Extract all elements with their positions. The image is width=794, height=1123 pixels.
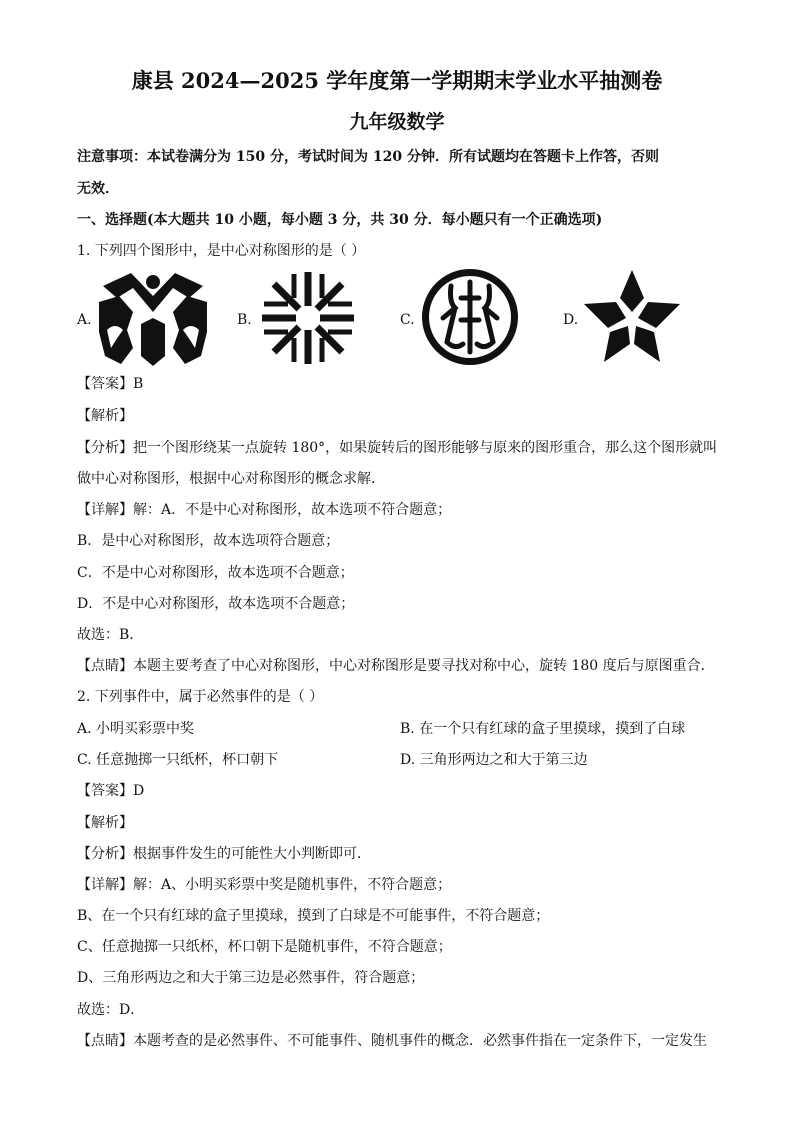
- circular-seal-logo-icon: [421, 268, 519, 366]
- notice-line-1: 注意事项：本试卷满分为 150 分，考试时间为 120 分钟．所有试题均在答题卡上作答，否则: [77, 149, 659, 165]
- q1-comment: 【点睛】本题主要考查了中心对称图形，中心对称图形是要寻找对称中心，旋转 180 度后与原图重合．: [77, 658, 715, 674]
- q1-option-a-label: A.: [77, 312, 92, 328]
- q2-analysis-tag: 【解析】: [77, 815, 133, 831]
- q2-answer: 【答案】D: [77, 783, 145, 799]
- q1-analysis-tag: 【解析】: [77, 408, 133, 424]
- q1-detail-line-4: D．不是中心对称图形，故本选项不合题意；: [77, 596, 355, 612]
- q1-stem: 1. 下列四个图形中，是中心对称图形的是（ ）: [77, 243, 366, 259]
- q1-choose: 故选：B．: [77, 627, 144, 643]
- abstract-shield-logo-icon: [93, 268, 213, 368]
- q1-option-d-label: D.: [563, 312, 579, 328]
- q2-option-d: D. 三角形两边之和大于第三边: [400, 752, 588, 768]
- radial-snowflake-symbol-icon: [258, 268, 358, 368]
- q2-detail-line-1: 【详解】解：A、小明买彩票中奖是随机事件，不符合题意；: [77, 877, 452, 893]
- q2-comment: 【点睛】本题考查的是必然事件、不可能事件、随机事件的概念．必然事件指在一定条件下，一定发生: [77, 1033, 707, 1049]
- q1-detail-line-3: C．不是中心对称图形，故本选项不合题意；: [77, 565, 354, 581]
- section-heading: 一、选择题(本大题共 10 小题，每小题 3 分，共 30 分．每小题只有一个正确选项): [77, 212, 603, 228]
- q1-option-c-label: C.: [400, 312, 415, 328]
- q1-detail-line-2: B．是中心对称图形，故本选项符合题意；: [77, 533, 340, 549]
- notice-line-2: 无效．: [77, 181, 119, 197]
- q2-choose: 故选：D．: [77, 1002, 145, 1018]
- q2-option-a: A. 小明买彩票中奖: [77, 721, 195, 737]
- q2-detail-line-3: C、任意抛掷一只纸杯，杯口朝下是随机事件，不符合题意；: [77, 939, 452, 955]
- four-petal-star-symbol-icon: [582, 268, 682, 364]
- q1-option-b-label: B.: [237, 312, 252, 328]
- exam-title: 康县 2024—2025 学年度第一学期期末学业水平抽测卷: [131, 68, 663, 93]
- q2-option-b: B. 在一个只有红球的盒子里摸球，摸到了白球: [400, 721, 686, 737]
- q2-stem: 2. 下列事件中，属于必然事件的是（ ）: [77, 689, 324, 705]
- q1-answer: 【答案】B: [77, 376, 144, 392]
- q1-fenxi-line-2: 做中心对称图形，根据中心对称图形的概念求解．: [77, 471, 385, 487]
- q2-detail-line-4: D、三角形两边之和大于第三边是必然事件，符合题意；: [77, 970, 425, 986]
- q2-option-c: C. 任意抛掷一只纸杯，杯口朝下: [77, 752, 279, 768]
- q1-fenxi-line-1: 【分析】把一个图形绕某一点旋转 180°，如果旋转后的图形能够与原来的图形重合，那么这个图形就叫: [77, 440, 718, 456]
- exam-subtitle: 九年级数学: [349, 111, 445, 133]
- q2-detail-line-2: B、在一个只有红球的盒子里摸球，摸到了白球是不可能事件，不符合题意；: [77, 908, 550, 924]
- q1-detail-line-1: 【详解】解：A．不是中心对称图形，故本选项不符合题意；: [77, 502, 452, 518]
- q2-fenxi: 【分析】根据事件发生的可能性大小判断即可．: [77, 846, 371, 862]
